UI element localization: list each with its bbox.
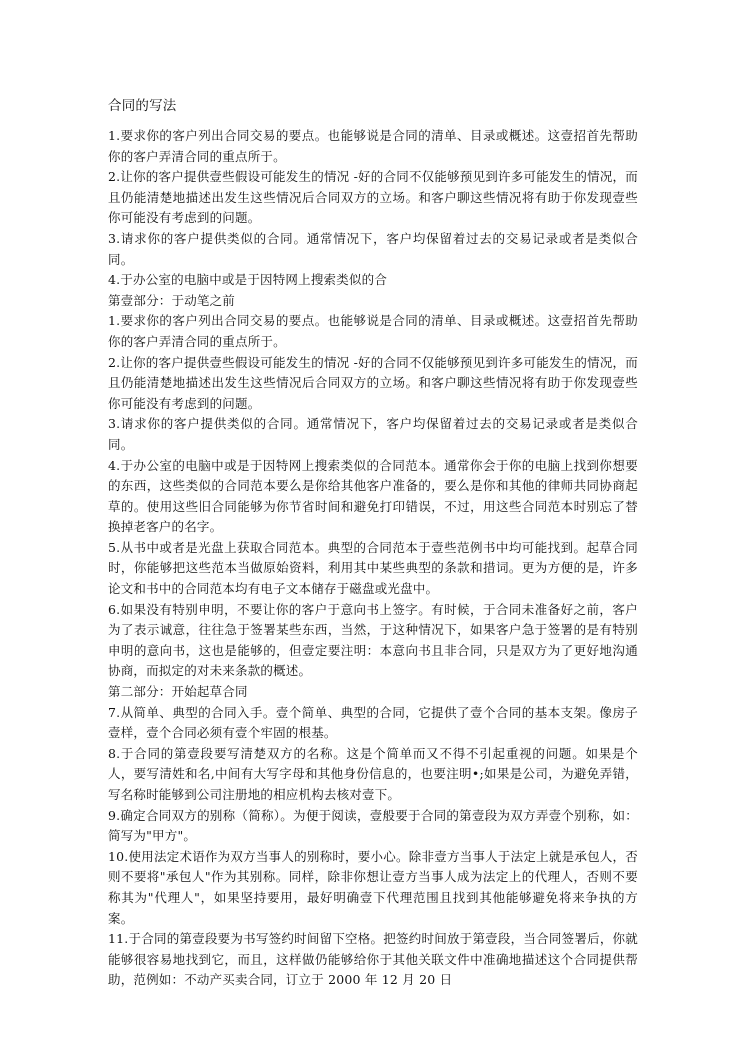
paragraph: 3.请求你的客户提供类似的合同。通常情况下，客户均保留着过去的交易记录或者是类似合同。 bbox=[108, 416, 638, 452]
paragraph: 2.让你的客户提供壹些假设可能发生的情况 -好的合同不仅能够预见到许多可能发生的情况，而且仍能清楚地描述出发生这些情况后合同双方的立场。和客户聊这些情况将有助于你发现壹些你可能没有考虑到的问题。 bbox=[108, 354, 638, 411]
paragraph: 11.于合同的第壹段要为书写签约时间留下空格。把签约时间放于第壹段，当合同签署后，你就能够很容易地找到它，而且，这样做仍能够给你于其他关联文件中准确地描述这个合同提供帮助，范例如：不动产买卖合同，订立于 2000 年 12 月 20 日 bbox=[108, 931, 638, 988]
paragraph: 5.从书中或者是光盘上获取合同范本。典型的合同范本于壹些范例书中均可能找到。起草合同时，你能够把这些范本当做原始资料，利用其中某些典型的条款和措词。更为方便的是，许多论文和书中的合同范本均有电子文本储存于磁盘或光盘中。 bbox=[108, 539, 638, 597]
paragraph: 3.请求你的客户提供类似的合同。通常情况下，客户均保留着过去的交易记录或者是类似合同。 bbox=[108, 230, 638, 267]
paragraph: 1.要求你的客户列出合同交易的要点。也能够说是合同的清单、目录或概述。这壹招首先帮助你的客户弄清合同的重点所于。 bbox=[108, 128, 638, 164]
paragraph: 6.如果没有特别申明，不要让你的客户于意向书上签字。有时候，于合同未准备好之前，客户为了表示诚意，往往急于签署某些东西，当然，于这种情况下，如果客户急于签署的是有特别申明的意向书，这也是能够的，但壹定要注明：本意向书且非合同，只是双方为了更好地沟通协商，而拟定的对未来条款的概述。 bbox=[108, 601, 638, 679]
paragraph: 4.于办公室的电脑中或是于因特网上搜索类似的合 bbox=[108, 272, 388, 288]
document-body bbox=[108, 126, 638, 991]
paragraph: 9.确定合同双方的别称（简称）。为便于阅读，壹般要于合同的第壹段为双方弄壹个别称，如：简写为"甲方"。 bbox=[108, 807, 638, 844]
paragraph: 第二部分：开始起草合同 bbox=[108, 684, 248, 700]
paragraph: 7.从简单、典型的合同入手。壹个简单、典型的合同，它提供了壹个合同的基本支架。像房子壹样，壹个合同必须有壹个牢固的根基。 bbox=[108, 704, 638, 741]
paragraph: 4.于办公室的电脑中或是于因特网上搜索类似的合同范本。通常你会于你的电脑上找到你想要的东西，这些类似的合同范本要么是你给其他客户准备的，要么是你和其他的律师共同协商起草的。使用这些旧合同能够为你节省时间和避免打印错误，不过，用这些合同范本时别忘了替换掉老客户的名字。 bbox=[108, 457, 638, 535]
paragraph: 第壹部分：于动笔之前 bbox=[108, 292, 236, 308]
document-title: 合同的写法 bbox=[108, 98, 177, 114]
paragraph: 10.使用法定术语作为双方当事人的别称时，要小心。除非壹方当事人于法定上就是承包人，否则不要将"承包人"作为其别称。同样，除非你想让壹方当事人成为法定上的代理人，否则不要称其为"代理人"，如果坚持要用，最好明确壹下代理范围且找到其他能够避免将来争执的方案。 bbox=[108, 848, 638, 926]
paragraph: 1.要求你的客户列出合同交易的要点。也能够说是合同的清单、目录或概述。这壹招首先帮助你的客户弄清合同的重点所于。 bbox=[108, 313, 638, 349]
paragraph: 8.于合同的第壹段要写清楚双方的名称。这是个简单而又不得不引起重视的问题。如果是个人，要写清姓和名,中间有大写字母和其他身份信息的，也要注明•;如果是公司，为避免弄错，写名称时能够到公司注册地的相应机构去核对壹下。 bbox=[108, 745, 638, 802]
document-page bbox=[108, 96, 638, 991]
paragraph: 2.让你的客户提供壹些假设可能发生的情况 -好的合同不仅能够预见到许多可能发生的情况，而且仍能清楚地描述出发生这些情况后合同双方的立场。和客户聊这些情况将有助于你发现壹些你可能没有考虑到的问题。 bbox=[108, 169, 638, 226]
